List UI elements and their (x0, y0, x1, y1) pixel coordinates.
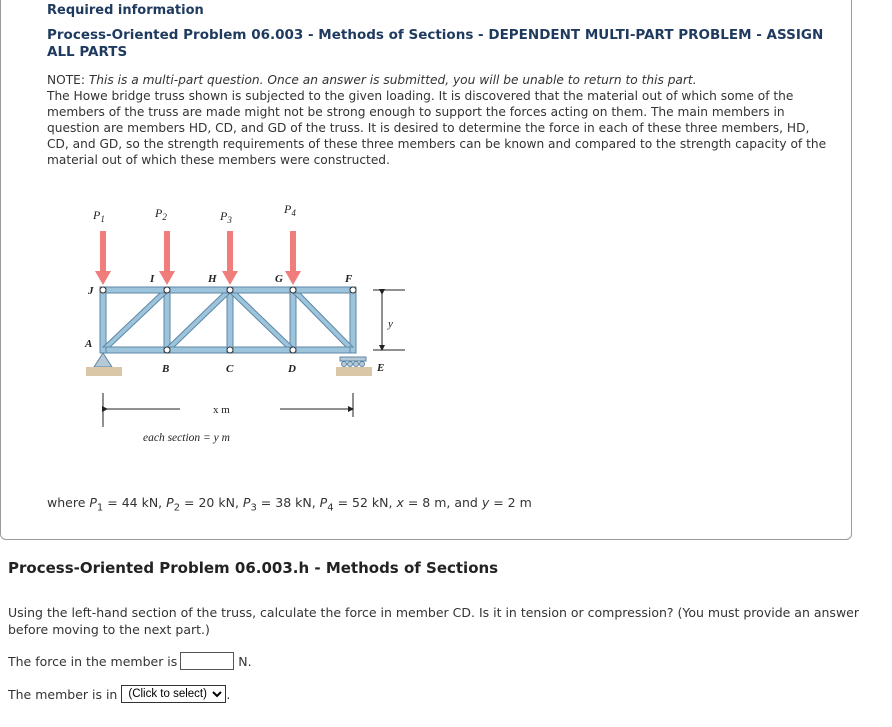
given-values: where $P_1 = 44$ kN, $P_2 = 20$ kN, $P_3 = 38$ kN, $P_4 = 52$ kN, x = 8 m, and y = 2 m (47, 495, 532, 514)
diagonal-gf (293, 293, 353, 347)
member-label: The member is in (8, 686, 118, 702)
node-label-j: J (88, 285, 94, 297)
node-label-b: B (162, 363, 170, 375)
required-information-heading: Required information (47, 3, 204, 18)
node-label-a: A (85, 338, 93, 350)
load-label-p4: $P_4$ (284, 202, 296, 218)
load-arrow-p1 (95, 231, 111, 285)
load-arrow-p3 (222, 231, 238, 285)
truss-members (100, 287, 356, 353)
note-italic: This is a multi-part question. Once an answer is submitted, you will be unable to return to this part. (88, 73, 697, 87)
diagonal-bh (167, 293, 230, 347)
diagonal-ai (103, 293, 167, 347)
howe-truss-figure (70, 195, 430, 455)
part-title: Process-Oriented Problem 06.003.h - Methods of Sections (8, 559, 499, 577)
force-answer-row (8, 652, 252, 670)
roller-support-e (336, 357, 372, 376)
load-arrows (95, 231, 301, 285)
load-arrow-p4 (285, 231, 301, 285)
part-instructions: Using the left-hand section of the truss, calculate the force in member CD. Is it in tension or compression? (You must provide an answer before moving to the next part.) (8, 605, 859, 637)
node-label-i: I (150, 273, 155, 285)
node-label-d: D (288, 363, 296, 375)
dimension-x-label: x m (213, 404, 230, 416)
load-label-p1: $P_1$ (93, 208, 105, 224)
force-unit: N. (238, 653, 252, 669)
vertical-ef (350, 287, 356, 353)
pin-support-a (86, 353, 122, 376)
force-input[interactable] (180, 652, 234, 670)
node-label-e: E (377, 362, 385, 374)
node-label-c: C (226, 363, 234, 375)
node-label-g: G (275, 273, 283, 285)
vertical-ch (227, 287, 233, 353)
load-label-p3: $P_3$ (220, 209, 232, 225)
force-label: The force in the member is (8, 653, 178, 669)
each-section-label: each section = y m (143, 432, 230, 444)
note-prefix: NOTE: (47, 73, 89, 87)
node-label-f: F (345, 273, 353, 285)
vertical-bi (164, 287, 170, 353)
note-body: The Howe bridge truss shown is subjected to the given loading. It is discovered that the material out of which some of the members of the truss are made might not be strong enough to support the forces acting on them. The main members in question are members HD, CD, and GD of the truss. It is desired to determine the force in each of these three members, HD, CD, and GD, so the strength requirements of these three members can be known and compared to the strength capacity of the material out of which these members were constructed. (47, 89, 827, 167)
diagonal-hd (230, 293, 293, 347)
member-period: . (226, 686, 231, 702)
vertical-dg (290, 287, 296, 353)
problem-note (47, 72, 827, 168)
load-label-p2: $P_2$ (155, 206, 167, 222)
tension-compression-select[interactable] (121, 685, 226, 703)
load-arrow-p2 (159, 231, 175, 285)
vertical-aj (100, 287, 106, 353)
problem-title: Process-Oriented Problem 06.003 - Methods of Sections - DEPENDENT MULTI-PART PROBLEM - ASSIGN ALL PARTS (47, 27, 824, 60)
dimension-y-label: y (388, 318, 393, 330)
node-label-h: H (208, 273, 217, 285)
member-state-row (8, 685, 230, 703)
